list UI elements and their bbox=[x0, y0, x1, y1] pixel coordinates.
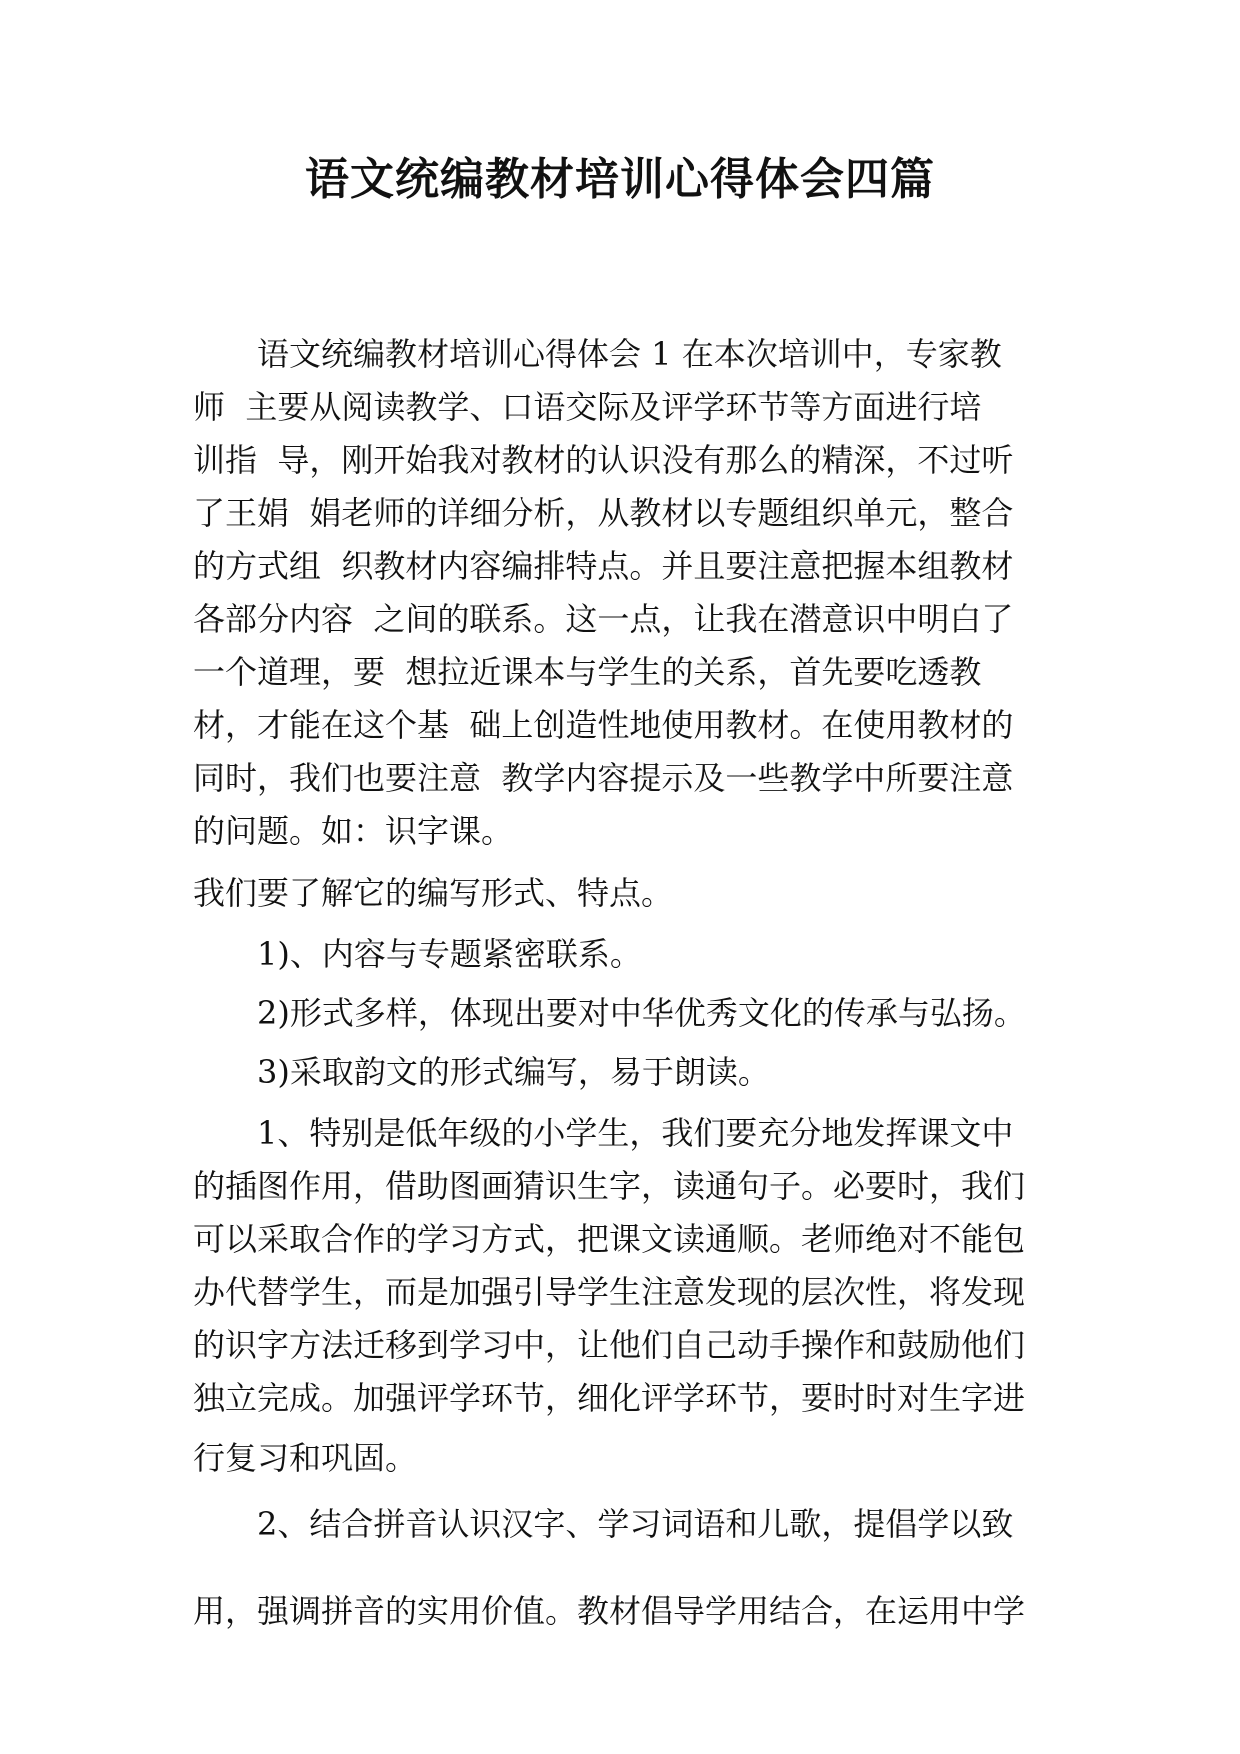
list-item-2: 2)形式多样，体现出要对中华优秀文化的传承与弘扬。 bbox=[257, 994, 1026, 1032]
paragraph-3-line-7: 行复习和巩固。 bbox=[193, 1439, 418, 1477]
document-title: 语文统编教材培训心得体会四篇 bbox=[305, 154, 935, 205]
paragraph-1-line-9: 同时，我们也要注意 教学内容提示及一些教学中所要注意 bbox=[193, 759, 1014, 797]
paragraph-1-line-8: 材，才能在这个基 础上创造性地使用教材。在使用教材的 bbox=[193, 706, 1014, 744]
paragraph-3-line-1: 1、特别是低年级的小学生，我们要充分地发挥课文中 bbox=[257, 1114, 1014, 1152]
paragraph-3-line-4: 办代替学生，而是加强引导学生注意发现的层次性，将发现 bbox=[193, 1273, 1026, 1311]
paragraph-1-line-6: 各部分内容 之间的联系。这一点，让我在潜意识中明白了 bbox=[193, 600, 1014, 638]
paragraph-1-line-10: 的问题。如：识字课。 bbox=[193, 812, 514, 850]
paragraph-1-line-4: 了王娟 娟老师的详细分析，从教材以专题组织单元，整合 bbox=[193, 494, 1014, 532]
paragraph-4-line-1: 2、结合拼音认识汉字、学习词语和儿歌，提倡学以致 bbox=[257, 1505, 1014, 1543]
paragraph-3-line-2: 的插图作用，借助图画猜识生字，读通句子。必要时，我们 bbox=[193, 1167, 1026, 1205]
paragraph-1-line-1: 语文统编教材培训心得体会 1 在本次培训中，专家教 bbox=[257, 335, 1002, 373]
paragraph-1-line-2: 师 主要从阅读教学、口语交际及评学环节等方面进行培 bbox=[193, 388, 982, 426]
list-item-1: 1)、内容与专题紧密联系。 bbox=[257, 935, 642, 973]
paragraph-3-line-6: 独立完成。加强评学环节，细化评学环节，要时时对生字进 bbox=[193, 1379, 1026, 1417]
list-item-3: 3)采取韵文的形式编写，易于朗读。 bbox=[257, 1053, 770, 1091]
paragraph-4-line-2: 用，强调拼音的实用价值。教材倡导学用结合，在运用中学 bbox=[193, 1592, 1026, 1630]
paragraph-1-line-3: 训指 导，刚开始我对教材的认识没有那么的精深，不过听 bbox=[193, 441, 1014, 479]
paragraph-1-line-5: 的方式组 织教材内容编排特点。并且要注意把握本组教材 bbox=[193, 547, 1014, 585]
paragraph-3-line-3: 可以采取合作的学习方式，把课文读通顺。老师绝对不能包 bbox=[193, 1220, 1026, 1258]
paragraph-3-line-5: 的识字方法迁移到学习中，让他们自己动手操作和鼓励他们 bbox=[193, 1326, 1026, 1364]
paragraph-1-line-7: 一个道理，要 想拉近课本与学生的关系，首先要吃透教 bbox=[193, 653, 982, 691]
paragraph-2: 我们要了解它的编写形式、特点。 bbox=[193, 874, 674, 912]
